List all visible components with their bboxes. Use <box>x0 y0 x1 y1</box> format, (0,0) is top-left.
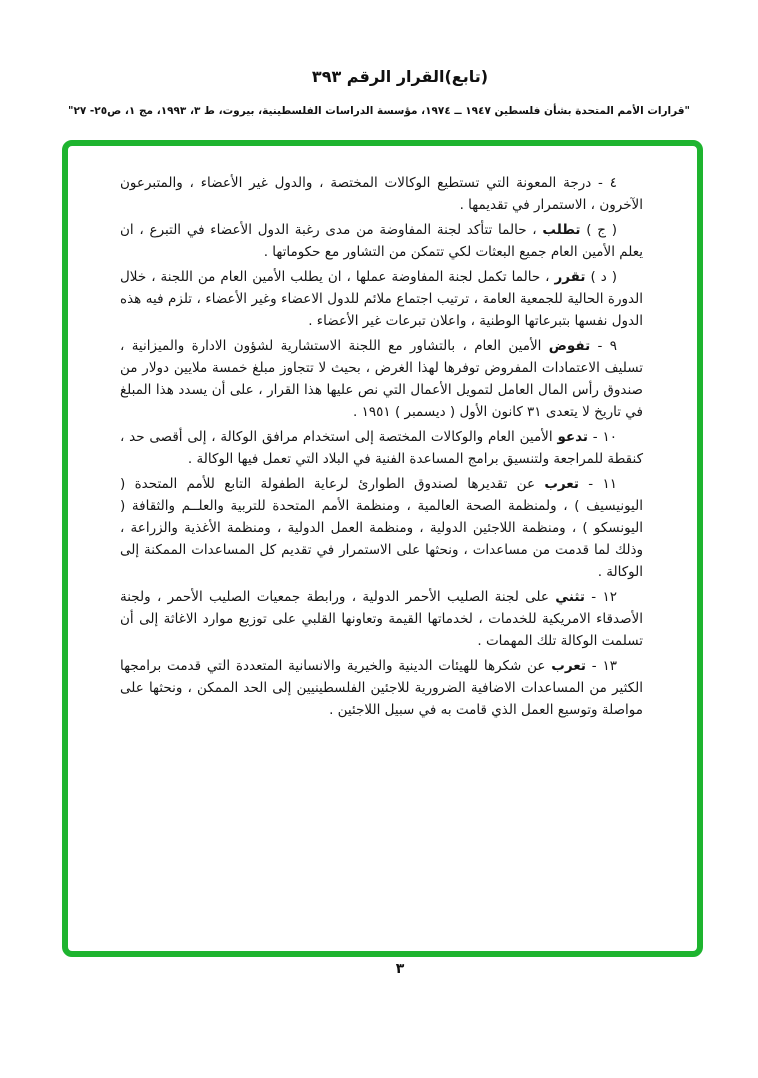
paragraph <box>120 473 643 583</box>
bold-term: تدعو <box>557 429 588 445</box>
paragraph <box>120 172 643 216</box>
paragraph <box>120 219 643 263</box>
text-run: عن شكرها للهيئات الدينية والخيرية والانسانية المتعددة التي قدمت برامجها الكثير من المساعدات الاضافية الضرورية للاجئين الفلسطينيين إلى الحد الممكن ، ونحثها على مواصلة وتوسيع العمل الذي قامت به في سبيل اللاجئين . <box>120 658 643 718</box>
text-run: ، حالما تكمل لجنة المفاوضة عملها ، ان يطلب الأمين العام من اللجنة ، خلال الدورة الحالية للجمعية العامة ، ترتيب اجتماع ملائم للدول الاعضاء وغير الأعضاء ، تلزم فيه هذه الدول نفسها بتبرعاتها الوطنية ، واعلان تبرعات غير الأعضاء . <box>120 269 643 329</box>
paragraph <box>120 426 643 470</box>
text-run: عن تقديرها لصندوق الطوارئ لرعاية الطفولة التابع للأمم المتحدة ( اليونيسيف ) ، ولمنظمة الصحة العالمية ، ومنظمة الأمم المتحدة للتربية والعلــم والثقافة ( اليونسكو ) ، ومنظمة اللاجئين الدولية ، ومنظمة العمل الدولية ، ومنظمة الأغذية والزراعة ، وذلك لما قدمت من مساعدات ، ونحثها على الاستمرار في تقديم كل المساعدات الممكنة إلى الوكالة . <box>120 476 643 580</box>
text-run: ، حالما تتأكد لجنة المفاوضة من مدى رغبة الدول الأعضاء في التبرع ، ان يعلم الأمين العام جميع البعثات لكي تتمكن من التشاور مع حكوماتها . <box>120 222 643 260</box>
text-run: ( ج ) <box>580 222 617 238</box>
text-run: ١١ - <box>578 476 617 492</box>
text-run: ١٢ - <box>584 589 617 605</box>
text-run: ٤ - درجة المعونة التي تستطيع الوكالات المختصة ، والدول غير الأعضاء ، والمتبرعون الآخرون ، الاستمرار في تقديمها . <box>120 175 643 213</box>
text-run: ٩ - <box>590 338 617 354</box>
page-title: (تابع)القرار الرقم ٣٩٣ <box>311 67 489 86</box>
document-body <box>120 172 643 721</box>
source-citation: "قرارات الأمم المتحدة بشأن فلسطين ١٩٤٧ ــ ١٩٧٤، مؤسسة الدراسات الفلسطينية، بيروت، ط ٣، ١٩٩٣، مج ١، ص٢٥- ٢٧" <box>67 105 691 117</box>
text-run: ( د ) <box>585 269 618 285</box>
bold-term: تثني <box>555 589 585 605</box>
paragraph <box>120 655 643 721</box>
bold-term: تعرب <box>551 658 586 674</box>
bold-term: تعرب <box>544 476 579 492</box>
bold-term: تقرر <box>554 269 586 285</box>
paragraph <box>120 266 643 332</box>
text-run: ١٣ - <box>585 658 617 674</box>
text-run: ١٠ - <box>588 429 617 445</box>
green-border-frame <box>62 140 703 957</box>
bold-term: تفوض <box>548 338 591 354</box>
text-run: على لجنة الصليب الأحمر الدولية ، ورابطة جمعيات الصليب الأحمر ، ولجنة الأصدقاء الامريكية للخدمات ، لخدماتها القيمة وتعاونها القلبي على توزيع موارد الاغاثة إلى أن تسلمت الوكالة تلك المهمات . <box>120 589 643 649</box>
paragraph <box>120 335 643 423</box>
text-run: الأمين العام ، بالتشاور مع اللجنة الاستشارية لشؤون الادارة والميزانية ، تسليف الاعتمادات المفروض توفرها لهذا الغرض ، بحيث لا تتجاوز مبلغ خمسة ملايين دولار من صندوق رأس المال العامل لتمويل الأعمال التي نص عليها هذا القرار ، على أن يسدد هذا المبلغ في تاريخ لا يتعدى ٣١ كانون الأول ( ديسمبر ) ١٩٥١ . <box>120 338 643 420</box>
page-number: ٣ <box>395 961 405 977</box>
bold-term: تطلب <box>542 222 581 238</box>
text-run: الأمين العام والوكالات المختصة إلى استخدام مرافق الوكالة ، إلى أقصى حد ، كنقطة للمراجعة ولتنسيق برامج المساعدة الفنية في البلاد التي تعمل فيها الوكالة . <box>120 429 643 467</box>
paragraph <box>120 586 643 652</box>
